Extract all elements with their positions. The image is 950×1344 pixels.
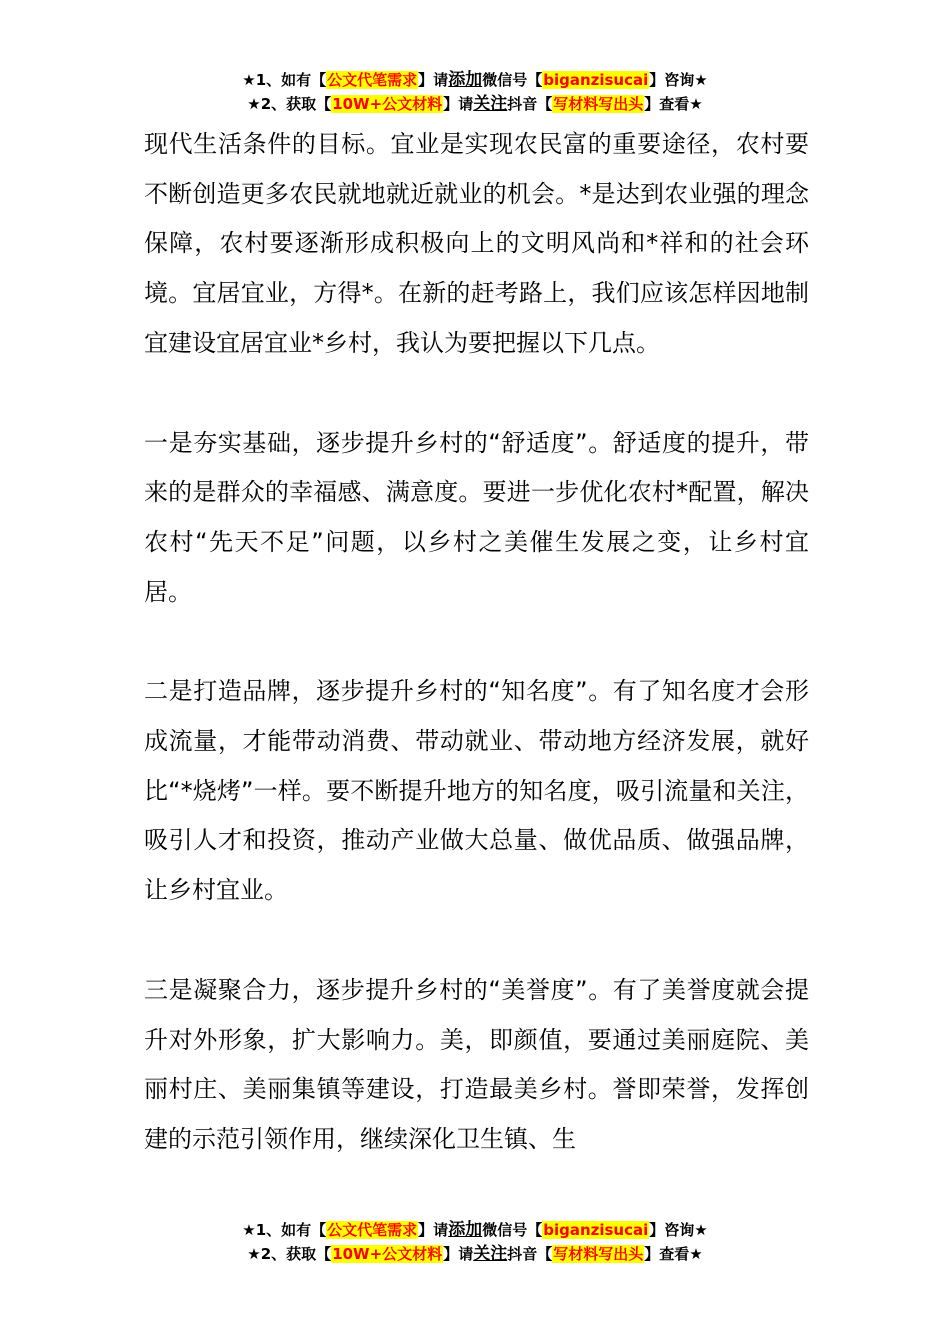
banner-text: 】咨询★ <box>649 71 708 89</box>
banner-underlined: 添加 <box>448 1220 483 1240</box>
banner-underlined: 关注 <box>473 1244 508 1264</box>
banner-text: 】请 <box>443 95 474 113</box>
banner-text: 】请 <box>418 71 449 89</box>
banner-highlight: 写材料写出头 <box>553 95 644 113</box>
banner-text: ★1、如有【 <box>242 1221 327 1239</box>
banner-text: ★2、获取【 <box>247 95 332 113</box>
banner-text: 】请 <box>443 1245 474 1263</box>
paragraph-point-2: 二是打造品牌，逐步提升乡村的“知名度”。有了知名度才会形成流量，才能带动消费、带动就业、带动地方经济发展，就好比“*烧烤”一样。要不断提升地方的知名度，吸引流量和关注，吸引人才和投资，推动产业做大总量、做优品质、做强品牌，让乡村宜业。 <box>144 677 809 905</box>
banner-text: 】咨询★ <box>649 1221 708 1239</box>
banner-text: ★1、如有【 <box>242 71 327 89</box>
banner-text: ★2、获取【 <box>247 1245 332 1263</box>
paragraph-point-3: 三是凝聚合力，逐步提升乡村的“美誉度”。有了美誉度就会提升对外形象，扩大影响力。美，即颜值，要通过美丽庭院、美丽村庄、美丽集镇等建设，打造最美乡村。誉即荣誉，发挥创建的示范引领作用，继续深化卫生镇、生 <box>144 975 809 1153</box>
banner-line-1 <box>0 1218 950 1242</box>
banner-highlight: biganzisucai <box>543 1221 649 1239</box>
banner-text: 】查看★ <box>644 95 703 113</box>
banner-line-1 <box>0 68 950 92</box>
banner-text: 微信号【 <box>482 71 543 89</box>
banner-highlight: 10W+公文材料 <box>332 95 443 113</box>
banner-underlined: 关注 <box>473 94 508 114</box>
banner-highlight: 写材料写出头 <box>553 1245 644 1263</box>
banner-text: 】请 <box>418 1221 449 1239</box>
footer-banner <box>0 1218 950 1266</box>
banner-highlight: 10W+公文材料 <box>332 1245 443 1263</box>
document-body <box>144 120 809 1215</box>
banner-text: 抖音【 <box>507 95 553 113</box>
banner-line-2 <box>0 92 950 116</box>
banner-text: 抖音【 <box>507 1245 553 1263</box>
banner-highlight: biganzisucai <box>543 71 649 89</box>
banner-text: 】查看★ <box>644 1245 703 1263</box>
banner-text: 微信号【 <box>482 1221 543 1239</box>
header-banner <box>0 68 950 116</box>
banner-highlight: 公文代笔需求 <box>327 1221 418 1239</box>
paragraph-point-1: 一是夯实基础，逐步提升乡村的“舒适度”。舒适度的提升，带来的是群众的幸福感、满意度。要进一步优化农村*配置，解决农村“先天不足”问题，以乡村之美催生发展之变，让乡村宜居。 <box>144 428 809 606</box>
banner-underlined: 添加 <box>448 70 483 90</box>
banner-highlight: 公文代笔需求 <box>327 71 418 89</box>
banner-line-2 <box>0 1242 950 1266</box>
paragraph-intro: 现代生活条件的目标。宜业是实现农民富的重要途径，农村要不断创造更多农民就地就近就业的机会。*是达到农业强的理念保障，农村要逐渐形成积极向上的文明风尚和*祥和的社会环境。宜居宜业，方得*。在新的赶考路上，我们应该怎样因地制宜建设宜居宜业*乡村，我认为要把握以下几点。 <box>144 130 809 357</box>
